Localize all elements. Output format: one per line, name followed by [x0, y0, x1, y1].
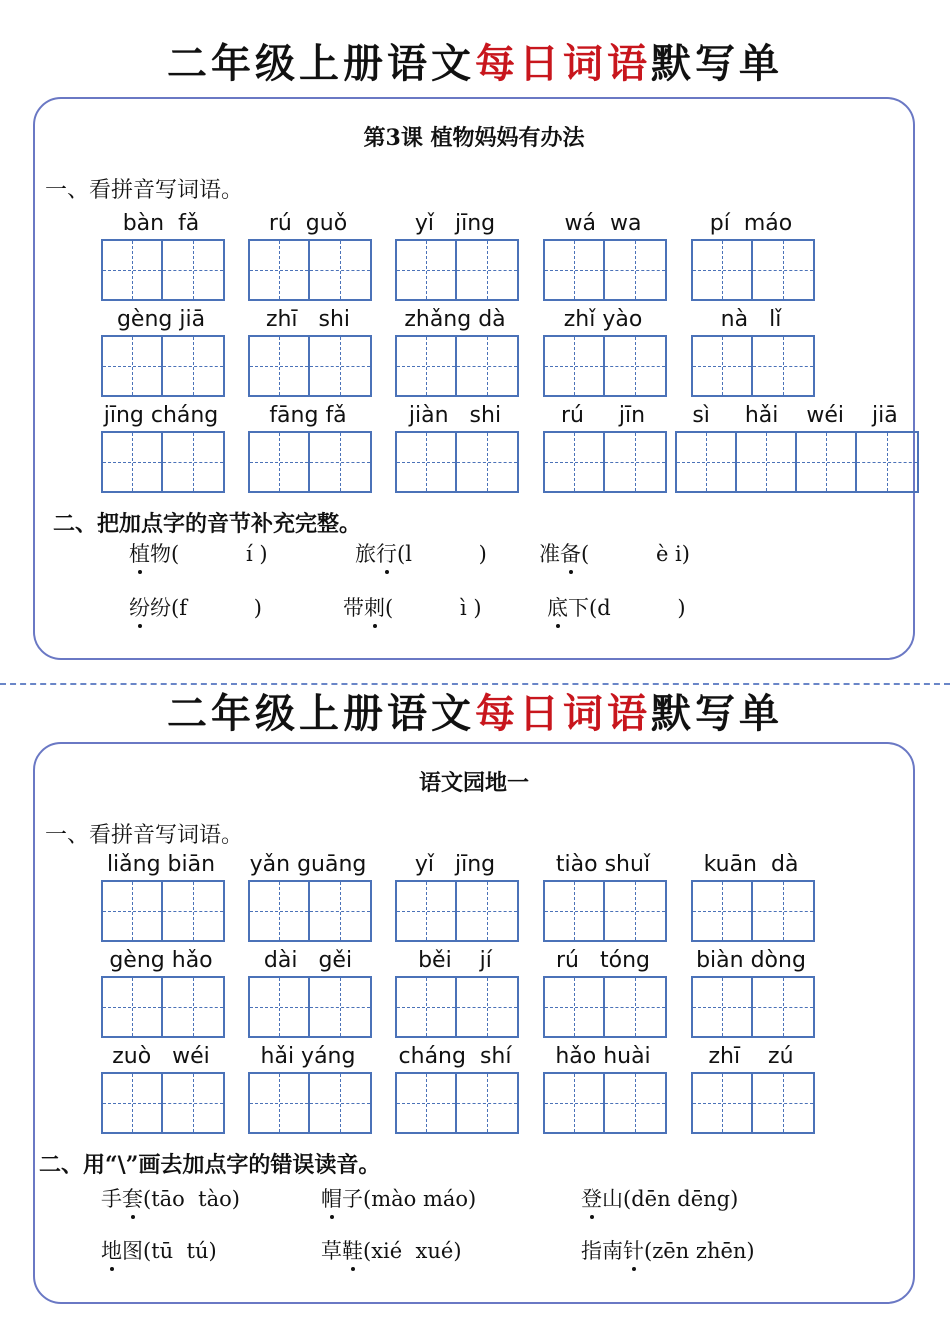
writing-grid[interactable] — [543, 239, 667, 301]
sheet-divider — [0, 683, 950, 685]
writing-grid[interactable] — [691, 335, 815, 397]
dotted-char: 针 — [623, 1236, 644, 1266]
writing-grid[interactable] — [691, 239, 815, 301]
pinyin: zhī shi — [265, 307, 351, 332]
section-1-title: 一、看拼音写词语。 — [45, 823, 244, 848]
dotted-char: 底 — [547, 593, 568, 623]
writing-grid[interactable] — [101, 1072, 225, 1134]
writing-grid[interactable] — [248, 239, 372, 301]
pinyin: gèng jiā — [116, 307, 206, 332]
writing-grid[interactable] — [543, 976, 667, 1038]
sheet-title — [0, 38, 950, 90]
dotted-char: 行 — [376, 539, 397, 569]
writing-grid[interactable] — [248, 976, 372, 1038]
dotted-char: 备 — [560, 539, 581, 569]
pinyin: rú jīn — [560, 403, 646, 428]
pinyin: tiào shuǐ — [555, 852, 651, 877]
pinyin: kuān dà — [703, 852, 799, 877]
title-highlight: 每日词语 — [475, 690, 651, 737]
exercise-item: 地图(tū tú) — [101, 1236, 217, 1266]
dotted-char: 刺 — [364, 593, 385, 623]
dotted-char: 套 — [122, 1184, 143, 1214]
section-2-title: 二、用“\”画去加点字的错误读音。 — [39, 1152, 381, 1178]
pinyin: biàn dòng — [696, 948, 806, 973]
title-part-2: 默写单 — [651, 40, 783, 87]
exercise-item: 带刺( ì ) — [343, 593, 482, 623]
dotted-char: 纷 — [129, 593, 150, 623]
writing-grid[interactable] — [675, 431, 919, 493]
exercise-item: 植物( í ) — [129, 539, 268, 569]
writing-grid[interactable] — [248, 880, 372, 942]
sheet-title — [0, 688, 950, 740]
writing-grid[interactable] — [101, 880, 225, 942]
pinyin: liǎng biān — [106, 852, 216, 877]
worksheet-panel — [33, 97, 915, 660]
pinyin: jīng cháng — [103, 403, 219, 428]
pinyin: hǎi yáng — [260, 1044, 356, 1069]
exercise-item: 手套(tāo tào) — [101, 1184, 240, 1214]
pinyin: fāng fǎ — [269, 403, 347, 428]
writing-grid[interactable] — [395, 239, 519, 301]
pinyin: zuò wéi — [112, 1044, 210, 1069]
pinyin: yǎn guāng — [249, 852, 367, 877]
writing-grid[interactable] — [101, 431, 225, 493]
pinyin: yǐ jīng — [414, 211, 496, 236]
exercise-item: 指南针(zēn zhēn) — [581, 1236, 755, 1266]
writing-grid[interactable] — [101, 239, 225, 301]
section-2-title: 二、把加点字的音节补充完整。 — [53, 511, 362, 537]
exercise-item: 准备( è i) — [539, 539, 690, 569]
title-highlight: 每日词语 — [475, 40, 651, 87]
writing-grid[interactable] — [248, 1072, 372, 1134]
dotted-char: 帽 — [321, 1184, 342, 1214]
dotted-char: 登 — [581, 1184, 602, 1214]
dotted-char: 植 — [129, 539, 150, 569]
section-1-title: 一、看拼音写词语。 — [45, 178, 244, 203]
pinyin: sì hǎi wéi jiā — [692, 403, 898, 428]
writing-grid[interactable] — [543, 335, 667, 397]
pinyin: zhǐ yào — [563, 307, 643, 332]
pinyin: pí máo — [709, 211, 793, 236]
pinyin: rú guǒ — [268, 211, 348, 236]
pinyin: wá wa — [564, 211, 642, 236]
writing-grid[interactable] — [248, 335, 372, 397]
pinyin: zhī zú — [708, 1044, 794, 1069]
exercise-item: 纷纷(f ) — [129, 593, 262, 623]
lesson-title: 第3课 植物妈妈有办法 — [363, 125, 585, 151]
exercise-item: 旅行(l ) — [355, 539, 487, 569]
writing-grid[interactable] — [395, 880, 519, 942]
dotted-char: 鞋 — [342, 1236, 363, 1266]
pinyin: yǐ jīng — [414, 852, 496, 877]
writing-grid[interactable] — [691, 976, 815, 1038]
pinyin: jiàn shi — [408, 403, 502, 428]
writing-grid[interactable] — [395, 976, 519, 1038]
pinyin: nà lǐ — [720, 307, 782, 332]
pinyin: hǎo huài — [555, 1044, 651, 1069]
dotted-char: 地 — [101, 1236, 122, 1266]
writing-grid[interactable] — [101, 335, 225, 397]
title-part-1: 二年级上册语文 — [167, 690, 475, 737]
writing-grid[interactable] — [543, 431, 667, 493]
pinyin: dài gěi — [263, 948, 353, 973]
exercise-item: 帽子(mào máo) — [321, 1184, 476, 1214]
worksheet-panel — [33, 742, 915, 1304]
writing-grid[interactable] — [395, 335, 519, 397]
writing-grid[interactable] — [543, 1072, 667, 1134]
lesson-title: 语文园地一 — [418, 770, 529, 796]
pinyin: gèng hǎo — [109, 948, 213, 973]
writing-grid[interactable] — [395, 1072, 519, 1134]
exercise-item: 登山(dēn dēng) — [581, 1184, 738, 1214]
writing-grid[interactable] — [691, 1072, 815, 1134]
writing-grid[interactable] — [101, 976, 225, 1038]
pinyin: bàn fǎ — [122, 211, 200, 236]
pinyin: rú tóng — [556, 948, 650, 973]
writing-grid[interactable] — [543, 880, 667, 942]
pinyin: běi jí — [418, 948, 492, 973]
pinyin: zhǎng dà — [404, 307, 506, 332]
title-part-2: 默写单 — [651, 690, 783, 737]
exercise-item: 草鞋(xié xué) — [321, 1236, 462, 1266]
exercise-item: 底下(d ) — [547, 593, 686, 623]
title-part-1: 二年级上册语文 — [167, 40, 475, 87]
writing-grid[interactable] — [395, 431, 519, 493]
writing-grid[interactable] — [691, 880, 815, 942]
pinyin: cháng shí — [398, 1044, 512, 1069]
writing-grid[interactable] — [248, 431, 372, 493]
